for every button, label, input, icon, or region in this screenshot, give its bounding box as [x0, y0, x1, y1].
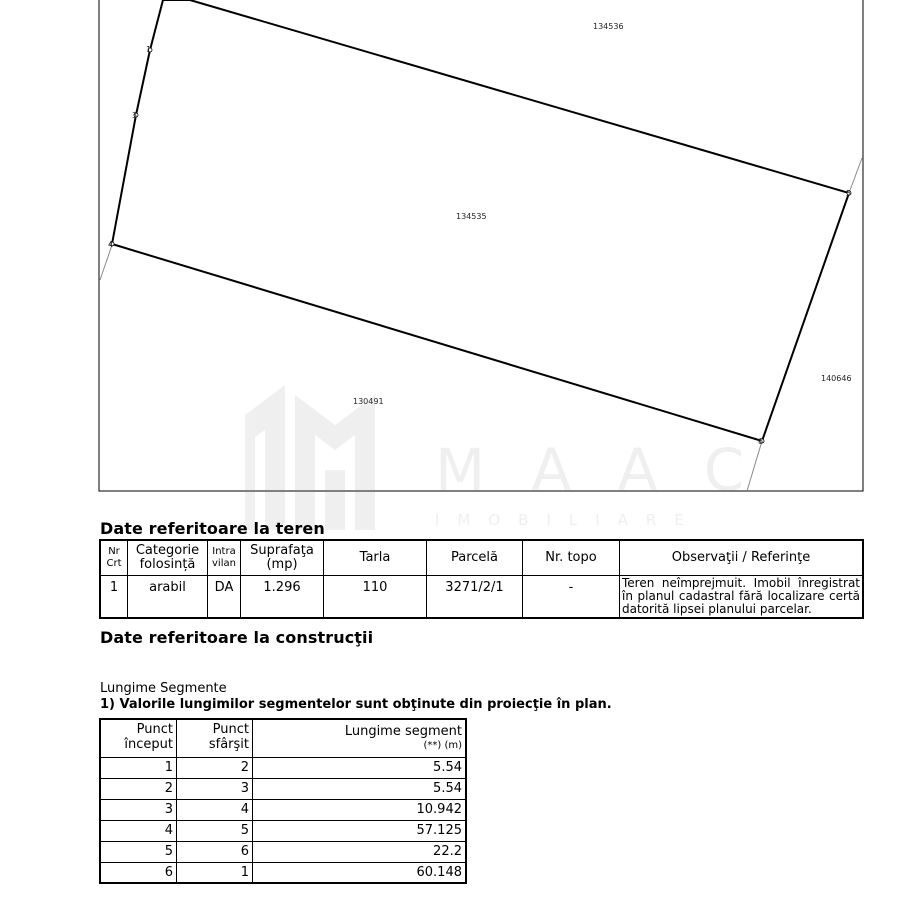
teren-header-row: [100, 540, 863, 575]
segment-length: 10.942: [253, 799, 467, 820]
vertex-number-4: 4: [108, 240, 114, 249]
segment-table: [99, 718, 467, 884]
label-parcel-north: 134536: [593, 22, 624, 31]
segment-end: 4: [177, 799, 253, 820]
segment-start: 1: [100, 757, 177, 778]
header-tarla: Tarla: [324, 540, 427, 575]
neighbour-boundary-west: [100, 245, 112, 280]
segment-length: 57.125: [253, 820, 467, 841]
cell-intravilan: DA: [208, 575, 241, 618]
segment-end: 1: [177, 862, 253, 883]
segment-row: [100, 820, 466, 841]
header-nr: Nr Crt: [100, 540, 128, 575]
cell-suprafata: 1.296: [241, 575, 324, 618]
segment-row: [100, 778, 466, 799]
segment-end: 5: [177, 820, 253, 841]
teren-row: [100, 575, 863, 618]
segment-length: 22.2: [253, 841, 467, 862]
label-parcel-main: 134535: [456, 212, 487, 221]
segment-length: 60.148: [253, 862, 467, 883]
constructii-section-title: Date referitoare la construcţii: [100, 628, 374, 647]
header-lungime: [253, 719, 467, 757]
segment-header-row: [100, 719, 466, 757]
header-observatii: Observaţii / Referinţe: [620, 540, 864, 575]
segment-heading: Lungime Segmente: [100, 681, 227, 696]
vertex-number-3: 3: [132, 111, 138, 120]
plan-frame: [99, 0, 863, 491]
segment-start: 2: [100, 778, 177, 799]
segment-start: 3: [100, 799, 177, 820]
segment-length: 5.54: [253, 778, 467, 799]
cell-observatii: Teren neîmprejmuit. Imobil înregistrat în planul cadastral fără localizare certă datorită lipsei planului parcelar.: [620, 575, 864, 618]
segment-length: 5.54: [253, 757, 467, 778]
segment-note: 1) Valorile lungimilor segmentelor sunt obţinute din proiecţie în plan.: [100, 697, 612, 712]
header-lungime-unit: (**) (m): [423, 739, 462, 751]
watermark-brand: M A A C: [435, 436, 759, 504]
segment-row: [100, 799, 466, 820]
label-parcel-south: 130491: [353, 397, 384, 406]
vertex-number-1: 1: [146, 45, 152, 54]
neighbour-boundary-east-bottom: [747, 441, 762, 491]
header-nrtopo: Nr. topo: [523, 540, 620, 575]
neighbour-boundary-east-top: [849, 158, 862, 193]
cell-parcela: 3271/2/1: [427, 575, 523, 618]
segment-start: 6: [100, 862, 177, 883]
segment-row: [100, 757, 466, 778]
watermark-tagline: IMOBILIARE: [435, 511, 702, 529]
segment-end: 6: [177, 841, 253, 862]
segment-start: 4: [100, 820, 177, 841]
vertex-markers: [110, 48, 851, 443]
vertex-number-6: 6: [758, 437, 764, 446]
header-intravilan: Intra vilan: [208, 540, 241, 575]
vertex-number-5: 5: [846, 189, 852, 198]
cell-categorie: arabil: [128, 575, 208, 618]
header-parcela: Parcelă: [427, 540, 523, 575]
segment-row: [100, 841, 466, 862]
cell-nr: 1: [100, 575, 128, 618]
cell-nrtopo: -: [523, 575, 620, 618]
teren-table: [99, 539, 864, 619]
cell-tarla: 110: [324, 575, 427, 618]
teren-section-title: Date referitoare la teren: [100, 519, 325, 538]
header-lungime-label: Lungime segment: [344, 724, 462, 740]
segment-row: [100, 862, 466, 883]
header-punct-inceput: Punct început: [100, 719, 177, 757]
header-suprafata: Suprafaţa (mp): [241, 540, 324, 575]
header-punct-sfarsit: Punct sfârşit: [177, 719, 253, 757]
segment-end: 3: [177, 778, 253, 799]
segment-start: 5: [100, 841, 177, 862]
header-categorie: Categorie folosință: [128, 540, 208, 575]
segment-end: 2: [177, 757, 253, 778]
label-parcel-east: 140646: [821, 374, 852, 383]
